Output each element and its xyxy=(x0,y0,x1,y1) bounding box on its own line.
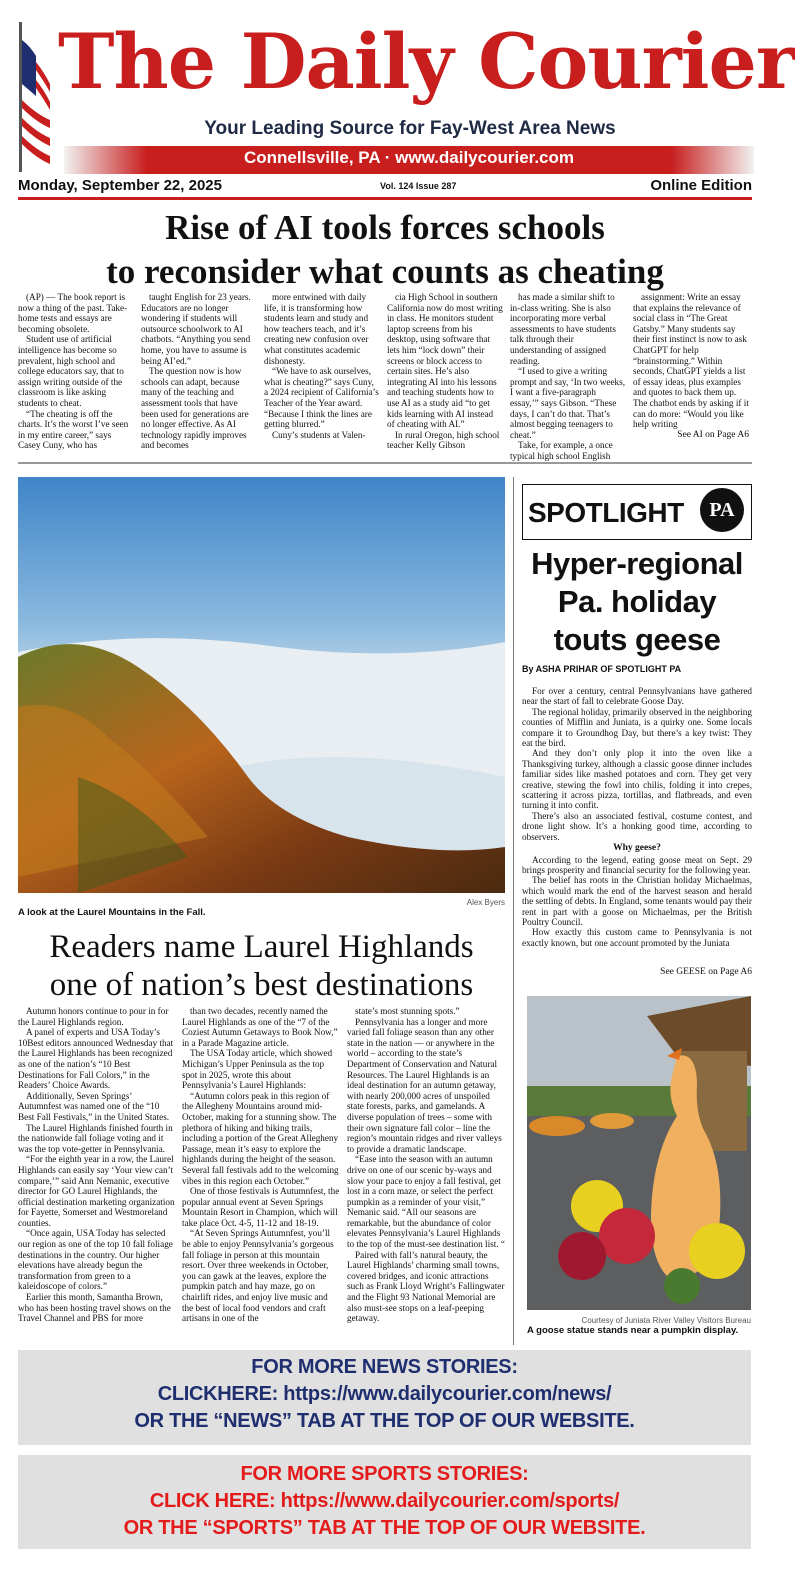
laurel-mountains-photo xyxy=(18,477,505,893)
edition-label: Online Edition xyxy=(650,177,752,194)
article-column xyxy=(18,292,134,454)
goose-statue-photo xyxy=(527,996,751,1310)
article-column xyxy=(18,1006,176,1344)
paragraph: According to the legend, eating goose meat on Sept. 29 brings prosperity and financial security for the following year. xyxy=(522,854,752,875)
paragraph: state’s most stunning spots.” xyxy=(355,1006,460,1016)
spotlight-logo: SPOTLIGHT xyxy=(528,497,684,528)
laurel-story-body xyxy=(18,1006,505,1344)
location-url[interactable]: Connellsville, PA · www.dailycourier.com xyxy=(243,148,574,167)
issue-date: Monday, September 22, 2025 xyxy=(18,177,222,194)
paragraph: “We have to ask ourselves, what is cheating?” says Cuny, a 2024 recipient of California’s Teacher of the Year award. “Because I think the lines are getting blurred.” xyxy=(264,366,379,430)
section-divider xyxy=(18,462,752,464)
article-column xyxy=(182,1006,340,1344)
masthead xyxy=(0,0,795,200)
paragraph: Take, for example, a once typical high school English xyxy=(510,440,613,461)
article-column xyxy=(347,1006,505,1344)
article-column xyxy=(141,292,257,454)
paragraph: “For the eighth year in a row, the Laurel Highlands can easily say ‘Your view can’t compare,’” said Ann Nemanic, executive director for GO Laurel Highlands, the official destination marketing organization for Fayette, Somerset and Westmoreland counties. xyxy=(18,1154,175,1228)
laurel-story-headline xyxy=(18,928,505,1004)
paragraph: assignment: Write an essay that explains the relevance of social class in “The Great Gatsby.” Many students say their first instinct is now to ask ChatGPT for help “brainstorming.” Within seconds, ChatGPT yields a list of essay ideas, plus examples and quotes to back them up. The chatbot ends by asking if it can do more: “Would you like help writing xyxy=(633,292,749,430)
paragraph: A panel of experts and USA Today’s 10Best editors announced Wednesday that the Laurel Highlands has been recognized as one of the nation’s “10 Best Destinations for Fall Colors,” in the Readers’ Choice Awards. xyxy=(18,1027,174,1091)
headline-line: Readers name Laurel Highlands xyxy=(49,929,474,965)
spotlight-pa-badge: PA xyxy=(700,488,744,532)
photo-caption: A goose statue stands near a pumpkin display. xyxy=(527,1325,739,1336)
article-column xyxy=(633,292,749,454)
promo-line: OR THE “NEWS” TAB AT THE TOP OF OUR WEBSITE. xyxy=(134,1410,635,1432)
spotlight-body xyxy=(522,686,752,966)
subhead: Why geese? xyxy=(613,843,661,854)
paragraph: Pennsylvania has a longer and more varied fall foliage season than any other state in the nation — or anywhere in the world – according to the state’s Department of Conservation and Natural Resources. The Laurel Highlands is an ideal destination for an autumn getaway, with nearly 200,000 acres of unspoiled state forests, parks, and gamelands. A diverse population of trees – some with their own signature fall color – line the region’s mountain ridges and river valleys to provide a dramatic landscape. xyxy=(347,1016,502,1154)
promo-line: FOR MORE SPORTS STORIES: xyxy=(240,1463,529,1485)
jump-line[interactable]: See GEESE on Page A6 xyxy=(660,967,752,977)
sports-link[interactable]: CLICK HERE: https://www.dailycourier.com/sports/ xyxy=(149,1490,620,1512)
article-column xyxy=(264,292,380,454)
dateline xyxy=(18,176,752,200)
paragraph: “I used to give a writing prompt and say, ‘In two weeks, I want a five-paragraph essay,’” says Gibson. “These days, I can’t do that. That’s almost begging teenagers to cheat.” xyxy=(510,366,625,440)
paragraph: And they don’t only plop it into the oven like a Thanksgiving turkey, although a classic goose dinner includes familiar sides like mashed potatoes and corn. They get very creative, stewing the fowl into chilis, folding it into crepes, scattering it across pizza, tortillas, and flatbreads, and even turning it into confit. xyxy=(522,748,752,811)
news-promo-box[interactable] xyxy=(18,1350,751,1445)
headline-line: touts geese xyxy=(553,622,721,657)
paragraph: How exactly this custom came to Pennsylvania is not exactly known, but one account promoted by the Juniata xyxy=(522,927,752,948)
column-divider xyxy=(513,477,514,1345)
paragraph: has made a similar shift to in-class writing. She is also incorporating more verbal assessments to have students talk through their understanding of assigned reading. xyxy=(510,292,616,366)
jump-line[interactable]: See AI on Page A6 xyxy=(677,429,749,440)
photo-credit: Courtesy of Juniata River Valley Visitors Bureau xyxy=(581,1316,751,1325)
paragraph: “At Seven Springs Autumnfest, you’ll be able to enjoy Pennsylvania’s gorgeous fall foliage in person at this mountain resort. Over three weekends in October, you can gawk at the leaves, explore the pumpkin patch and hay maze, go on chairlift rides, and enjoy live music and the best of local food vendors and craft artisans in one of the xyxy=(182,1228,334,1324)
paragraph: than two decades, recently named the Laurel Highlands as one of the “7 of the Coziest Autumn Getaways to Book Now,” in a Parade Magazine article. xyxy=(182,1006,338,1048)
paragraph: The question now is how schools can adapt, because many of the teaching and assessment tools that have been used for generations are no longer effective. As AI technology rapidly improves and becomes xyxy=(141,366,249,451)
photo-caption: A look at the Laurel Mountains in the Fall. xyxy=(18,907,206,918)
paragraph: Cuny’s students at Valen- xyxy=(272,429,366,440)
paragraph: cia High School in southern California now do most writing in class. He monitors student laptop screens from his desktop, using software that lets him “lock down” their screens or block access to certain sites. He’s also integrating AI into his lessons and teaching students how to use AI as a study aid “to get kids learning with AI instead of cheating with AI.” xyxy=(387,292,503,430)
article-column xyxy=(387,292,503,454)
paragraph: Autumn honors continue to pour in for the Laurel Highlands region. xyxy=(18,1006,169,1027)
promo-line: OR THE “SPORTS” TAB AT THE TOP OF OUR WEBSITE. xyxy=(123,1517,646,1539)
paragraph: Paired with fall’s natural beauty, the Laurel Highlands’ charming small towns, covered bridges, and iconic attractions such as Frank Lloyd Wright’s Fallingwater and the Flight 93 National Memorial are also must-see stops on a leaf-peeping getaway. xyxy=(347,1249,505,1324)
ai-story-body xyxy=(18,292,752,461)
spotlight-headline xyxy=(522,545,752,659)
american-flag-icon xyxy=(16,22,56,172)
paragraph: The Laurel Highlands finished fourth in the nationwide fall foliage voting and it was the top vote-getter in Pennsylvania. xyxy=(18,1122,173,1154)
paragraph: “Ease into the season with an autumn drive on one of our scenic by-ways and slow your pace to enjoy a fall festival, get lost in a corn maze, or select the perfect pumpkin as a reminder of your visit,” Nemanic said. “All our seasons are remarkable, but the abundance of color elevates Pennsylvania’s Laurel Highlands to the top of the must-see destination list. “ xyxy=(347,1154,505,1250)
headline-line: Pa. holiday xyxy=(557,584,717,619)
paragraph: “Once again, USA Today has selected our region as one of the top 10 fall foliage destinations in the country. Our higher elevations have already begun the transformation from green to a kaleidoscope of colors.” xyxy=(18,1228,173,1292)
paragraph: The USA Today article, which showed Michigan’s Upper Peninsula as the top spot in 2025, wrote this about Pennsylvania’s Laurel Highlands: xyxy=(182,1048,333,1091)
paragraph: (AP) — The book report is now a thing of the past. Take-home tests and essays are becoming obsolete. xyxy=(18,292,128,334)
paragraph: For over a century, central Pennsylvanians have gathered near the start of fall to celebrate Goose Day. xyxy=(522,686,752,707)
paragraph: taught English for 23 years. Educators are no longer wondering if students will outsource schoolwork to AI chatbots. “Anything you send home, you have to assume is being AI’ed.” xyxy=(141,292,251,366)
paragraph: Student use of artificial intelligence has become so prevalent, high school and college educators say, that to assign writing outside of the classroom is like asking students to cheat. xyxy=(18,334,124,408)
paragraph: Earlier this month, Samantha Brown, who has been hosting travel shows on the Travel Channel and PBS for more xyxy=(18,1292,171,1324)
nameplate: The Daily Courier xyxy=(58,17,795,106)
paragraph: “Autumn colors peak in this region of the Allegheny Mountains around mid-October, making for a stunning show. The plethora of hiking and biking trails, including a portion of the Great Allegheny Passage, mean it’s easy to explore the highlands during the height of the season. Several fall festivals add to the welcoming vibes in this region each October.” xyxy=(182,1090,339,1186)
paragraph: One of those festivals is Autumnfest, the popular annual event at Seven Springs Mountain Resort in Champion, which will take place Oct. 4-5, 11-12 and 18-19. xyxy=(182,1186,340,1228)
news-link[interactable]: CLICKHERE: https://www.dailycourier.com/news/ xyxy=(157,1383,612,1405)
article-column xyxy=(510,292,626,461)
paragraph: The regional holiday, primarily observed in the neighboring counties of Mifflin and Juniata, is a quirky one. Some locals compare it to Groundhog Day, but there’s a key twist: They eat the bird. xyxy=(522,706,752,749)
paragraph: more entwined with daily life, it is transforming how students learn and study and how teachers teach, and it’s creating new confusion over what constitutes academic dishonesty. xyxy=(264,292,369,366)
paragraph: There’s also an associated festival, costume contest, and drone light show. It’s a honking good time, according to observers. xyxy=(522,810,752,842)
ai-story-headline xyxy=(18,206,752,294)
sports-promo-box[interactable] xyxy=(18,1455,751,1549)
headline-line: one of nation’s best destinations xyxy=(49,967,474,1003)
byline: By ASHA PRIHAR OF SPOTLIGHT PA xyxy=(522,664,682,674)
headline-line: Hyper-regional xyxy=(531,546,743,581)
paragraph: “The cheating is off the charts. It’s the worst I’ve seen in my entire career,” says Casey Cuny, who has xyxy=(18,408,129,451)
volume-issue: Vol. 124 Issue 287 xyxy=(380,181,457,191)
promo-line: FOR MORE NEWS STORIES: xyxy=(251,1356,518,1378)
paragraph: Additionally, Seven Springs’ Autumnfest was named one of the “10 Best Fall Festivals,” in the United States. xyxy=(18,1090,170,1122)
headline-line: Rise of AI tools forces schools xyxy=(165,208,605,247)
paragraph: The belief has roots in the Christian holiday Michaelmas, which would mark the end of the harvest season and herald the settling of debts. In England, some tenants would pay their rent in part with a goose on Michaelmas, per the British Poultry Council. xyxy=(522,875,752,927)
tagline: Your Leading Source for Fay-West Area News xyxy=(204,118,616,139)
headline-line: to reconsider what counts as cheating xyxy=(106,252,664,291)
photo-credit: Alex Byers xyxy=(466,898,505,907)
paragraph: In rural Oregon, high school teacher Kelly Gibson xyxy=(387,429,500,451)
